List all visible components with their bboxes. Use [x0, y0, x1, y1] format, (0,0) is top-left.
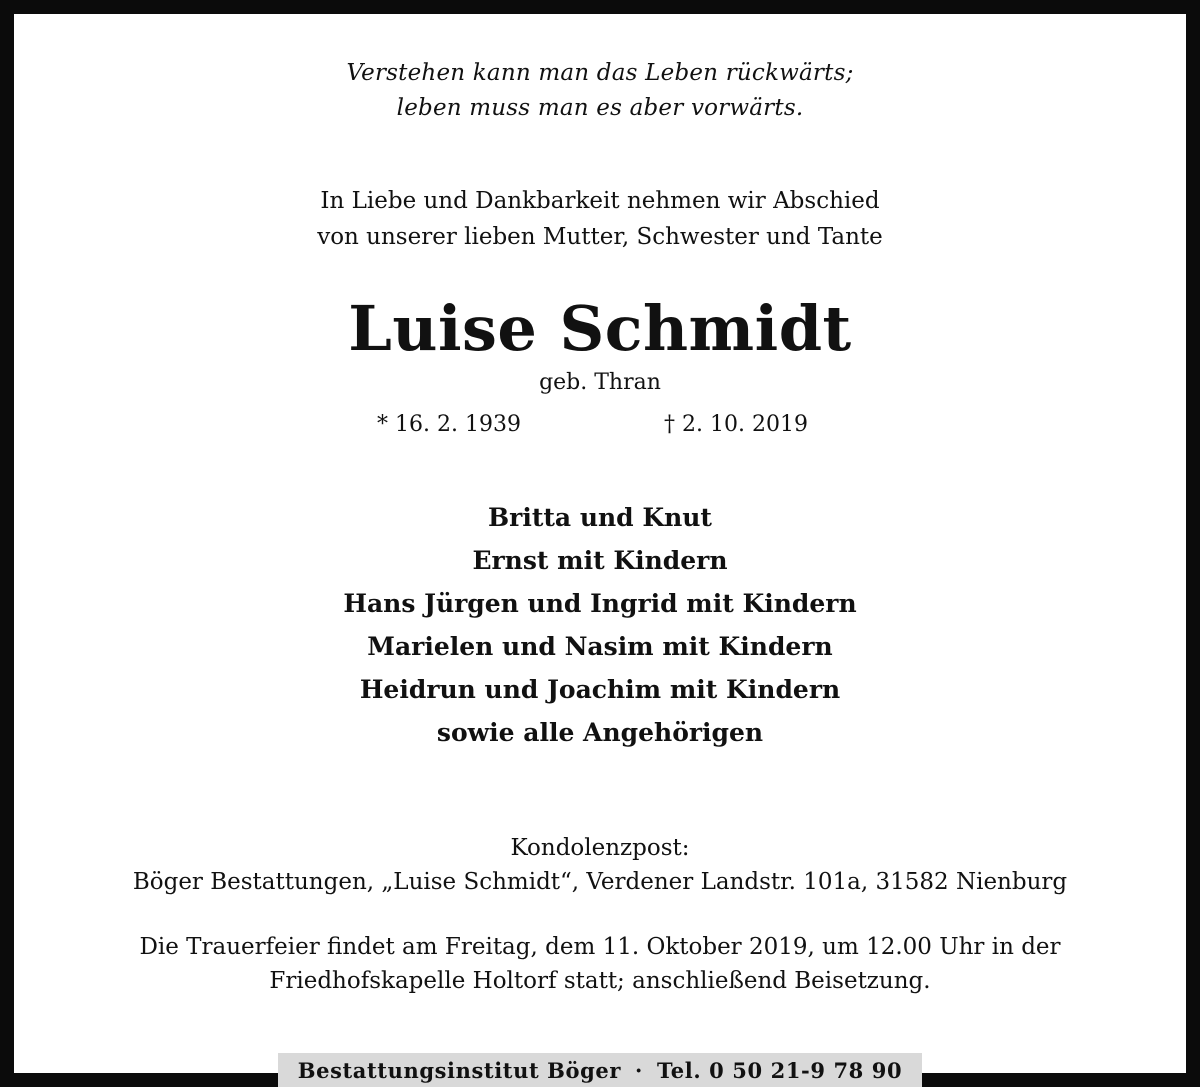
life-dates: [0, 412, 1200, 442]
mourner-line: Britta und Knut: [488, 503, 712, 532]
condolence-address: Böger Bestattungen, „Luise Schmidt“, Verdener Landstr. 101a, 31582 Nienburg: [132, 869, 1068, 895]
birth-name: geb. Thran: [539, 370, 661, 395]
condolence-label: Kondolenzpost:: [510, 835, 690, 861]
funeral-home-phone: Tel. 0 50 21-9 78 90: [656, 1058, 903, 1083]
quote-line-1: Verstehen kann man das Leben rückwärts;: [346, 60, 854, 86]
mourner-line: Ernst mit Kindern: [472, 546, 728, 575]
funeral-home-name: Bestattungsinstitut Böger: [297, 1058, 622, 1083]
mourner-line: Hans Jürgen und Ingrid mit Kindern: [343, 589, 857, 618]
intro-line-1: In Liebe und Dankbarkeit nehmen wir Abschied: [320, 188, 880, 214]
quote-line-2: leben muss man es aber vorwärts.: [396, 95, 804, 121]
birth-date: * 16. 2. 1939: [377, 412, 521, 437]
funeral-home-footer: [278, 1053, 922, 1087]
death-date: † 2. 10. 2019: [664, 412, 808, 437]
mourner-line: Marielen und Nasim mit Kindern: [367, 632, 833, 661]
deceased-name: Luise Schmidt: [348, 292, 852, 365]
intro-line-2: von unserer lieben Mutter, Schwester und Tante: [317, 224, 883, 250]
funeral-line-1: Die Trauerfeier findet am Freitag, dem 11. Oktober 2019, um 12.00 Uhr in der: [139, 934, 1061, 960]
mourner-line: Heidrun und Joachim mit Kindern: [359, 675, 841, 704]
footer-separator: ·: [635, 1058, 643, 1083]
funeral-line-2: Friedhofskapelle Holtorf statt; anschließend Beisetzung.: [269, 968, 931, 994]
mourner-line: sowie alle Angehörigen: [436, 718, 764, 747]
